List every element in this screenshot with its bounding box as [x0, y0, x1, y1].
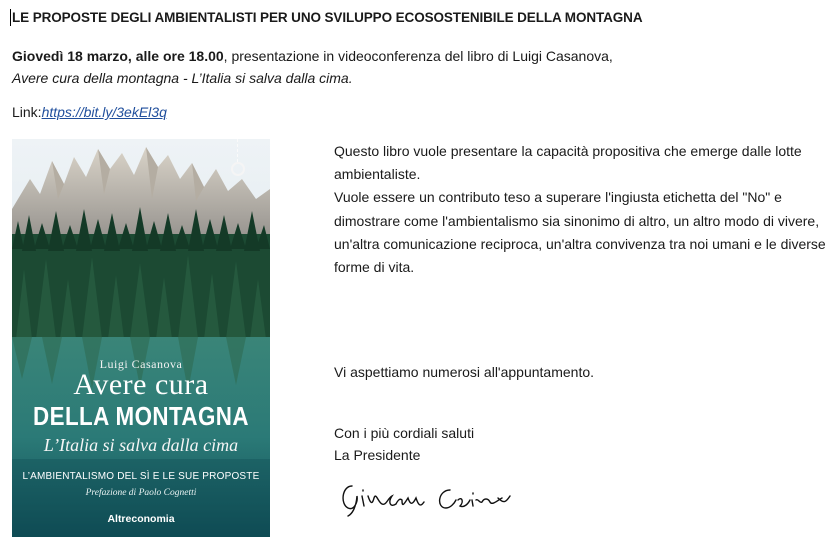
cover-tag-ring	[231, 162, 245, 176]
event-link[interactable]: https://bit.ly/3ekEl3q	[41, 104, 167, 120]
cover-publisher-logo: Altreconomia	[107, 513, 175, 525]
cover-subtitle: L’Italia si salva dalla cima	[43, 435, 239, 455]
invite-text: Vi aspettiamo numerosi all'appuntamento.	[334, 364, 595, 380]
book-title-line: Avere cura della montagna - L’Italia si salva dalla cima.	[12, 70, 353, 86]
book-cover	[12, 139, 270, 537]
event-announcement	[12, 45, 827, 89]
event-date: Giovedì 18 marzo, alle ore 18.00	[12, 48, 224, 64]
cover-title-line1: Avere cura	[73, 368, 209, 401]
signature-drawing	[338, 478, 518, 518]
cover-preface: Prefazione di Paolo Cognetti	[85, 488, 197, 498]
closing-greeting: Con i più cordiali saluti	[334, 425, 475, 441]
handwritten-signature	[338, 478, 518, 521]
cover-author: Luigi Casanova	[99, 357, 183, 371]
cover-title-line2: DELLA MONTAGNA	[33, 401, 249, 431]
link-row	[12, 104, 167, 120]
cover-tag-string	[237, 139, 239, 162]
text-cursor	[10, 9, 11, 26]
description-paragraph-2: Vuole essere un contributo teso a superare l'ingiusta etichetta del "No" e dimostrare come l'ambientalismo sia sinonimo di altro, un altro modo di vivere, un'altra comunicazione reciproca, un'altra convivenza tra noi umani e le diverse forme di vita.	[334, 189, 826, 276]
link-label: Link:	[12, 104, 42, 120]
cover-tagline: L’AMBIENTALISMO DEL SÌ E LE SUE PROPOSTE	[22, 471, 260, 482]
closing-role: La Presidente	[334, 447, 421, 463]
closing-block	[334, 422, 474, 466]
book-description	[334, 140, 826, 279]
event-intro: , presentazione in videoconferenza del libro di Luigi Casanova,	[223, 48, 613, 64]
document-title: LE PROPOSTE DEGLI AMBIENTALISTI PER UNO SVILUPPO ECOSOSTENIBILE DELLA MONTAGNA	[12, 10, 643, 25]
description-paragraph-1: Questo libro vuole presentare la capacità propositiva che emerge dalle lotte ambientaliste.	[334, 143, 802, 183]
